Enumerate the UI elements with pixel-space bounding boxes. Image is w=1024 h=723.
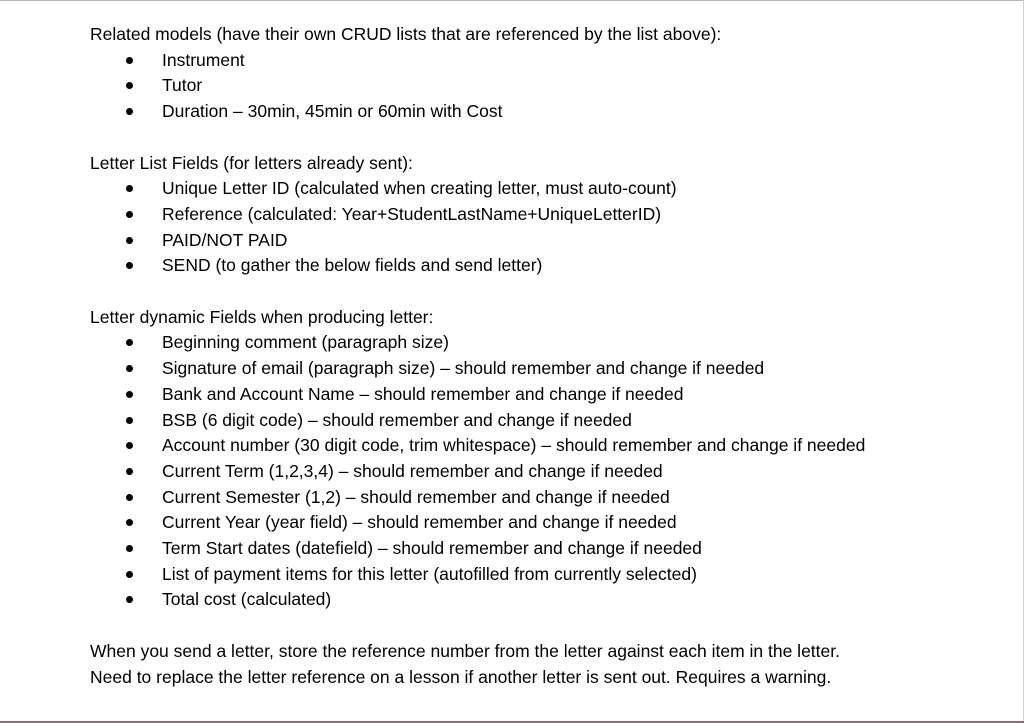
bullet-icon: [126, 391, 133, 398]
bullet-list: [90, 48, 1010, 125]
bullet-list: [90, 330, 1010, 613]
bullet-icon: [126, 82, 133, 89]
page-top-border: [0, 0, 1024, 1]
bullet-icon: [126, 108, 133, 115]
bullet-icon: [126, 596, 133, 603]
list-item-text: Account number (30 digit code, trim whitespace) – should remember and change if needed: [162, 435, 866, 456]
closing-paragraph: [90, 639, 1010, 690]
bullet-icon: [126, 494, 133, 501]
closing-line: When you send a letter, store the reference number from the letter against each item in the letter.: [90, 640, 840, 661]
list-item-text: Tutor: [162, 75, 203, 96]
bullet-icon: [126, 571, 133, 578]
list-item: [90, 176, 1010, 202]
bullet-icon: [126, 365, 133, 372]
list-item: [90, 228, 1010, 254]
list-item: [90, 510, 1010, 536]
list-item: [90, 202, 1010, 228]
list-item-text: Term Start dates (datefield) – should remember and change if needed: [162, 538, 702, 559]
bullet-icon: [126, 417, 133, 424]
bullet-icon: [126, 185, 133, 192]
list-item-text: Current Semester (1,2) – should remember and change if needed: [162, 486, 670, 507]
list-item-text: Beginning comment (paragraph size): [162, 332, 449, 353]
bullet-list: [90, 176, 1010, 279]
list-item: [90, 408, 1010, 434]
list-item: [90, 356, 1010, 382]
section-related-models: [90, 22, 1010, 125]
list-item-text: SEND (to gather the below fields and send letter): [162, 255, 543, 276]
list-item: [90, 459, 1010, 485]
bullet-icon: [126, 57, 133, 64]
list-item: [90, 433, 1010, 459]
section-letter-dynamic-fields: [90, 305, 1010, 613]
section-heading: Letter dynamic Fields when producing letter:: [90, 306, 434, 327]
list-item-text: PAID/NOT PAID: [162, 229, 288, 250]
list-item: [90, 73, 1010, 99]
section-heading: Letter List Fields (for letters already sent):: [90, 152, 413, 173]
closing-line: Need to replace the letter reference on a lesson if another letter is sent out. Requires a warning.: [90, 666, 832, 687]
list-item: [90, 536, 1010, 562]
bullet-icon: [126, 519, 133, 526]
bullet-icon: [126, 339, 133, 346]
bullet-icon: [126, 262, 133, 269]
list-item-text: Bank and Account Name – should remember and change if needed: [162, 383, 684, 404]
bullet-icon: [126, 211, 133, 218]
list-item: [90, 99, 1010, 125]
document-body: [90, 22, 1010, 690]
list-item-text: Instrument: [162, 49, 245, 70]
list-item-text: Unique Letter ID (calculated when creating letter, must auto-count): [162, 178, 677, 199]
section-letter-list-fields: [90, 151, 1010, 280]
list-item-text: Reference (calculated: Year+StudentLastName+UniqueLetterID): [162, 203, 662, 224]
list-item: [90, 587, 1010, 613]
bullet-icon: [126, 545, 133, 552]
list-item: [90, 562, 1010, 588]
list-item: [90, 330, 1010, 356]
bullet-icon: [126, 468, 133, 475]
list-item: [90, 48, 1010, 74]
list-item: [90, 382, 1010, 408]
list-item: [90, 253, 1010, 279]
list-item-text: Current Term (1,2,3,4) – should remember and change if needed: [162, 460, 663, 481]
bullet-icon: [126, 237, 133, 244]
list-item-text: Signature of email (paragraph size) – should remember and change if needed: [162, 358, 765, 379]
list-item-text: Duration – 30min, 45min or 60min with Cost: [162, 101, 503, 122]
list-item-text: BSB (6 digit code) – should remember and change if needed: [162, 409, 632, 430]
bullet-icon: [126, 442, 133, 449]
section-heading: Related models (have their own CRUD lists that are referenced by the list above):: [90, 24, 722, 44]
list-item-text: Current Year (year field) – should remember and change if needed: [162, 512, 677, 533]
list-item: [90, 485, 1010, 511]
list-item-text: List of payment items for this letter (autofilled from currently selected): [162, 563, 697, 584]
list-item-text: Total cost (calculated): [162, 589, 332, 610]
